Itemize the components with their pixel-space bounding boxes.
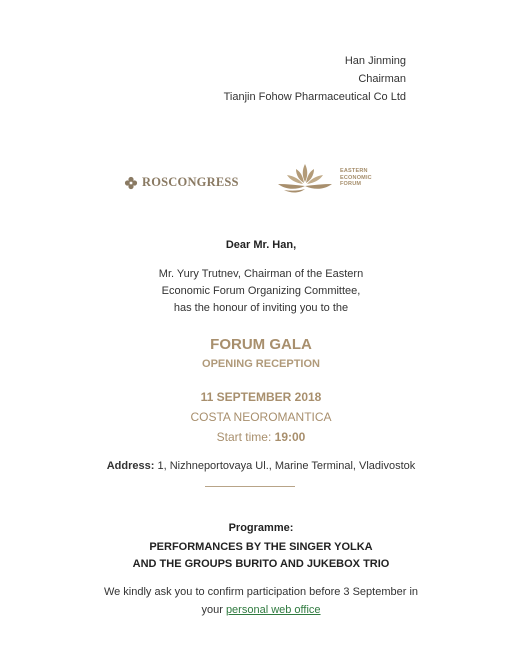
eef-line-3: FORUM <box>340 181 362 188</box>
programme-label: Programme: <box>228 522 294 534</box>
eef-logo <box>276 160 372 196</box>
programme-details <box>0 539 522 573</box>
eef-lotus-icon <box>276 160 334 196</box>
divider <box>205 486 295 487</box>
eef-line-2: ECONOMIC <box>340 174 372 181</box>
start-time-value: 19:00 <box>274 430 306 444</box>
intro-line-2: Economic Forum Organizing Committee, <box>161 285 361 297</box>
intro-line-3: has the honour of inviting you to the <box>173 302 349 314</box>
confirm-note <box>0 583 522 619</box>
roscongress-wordmark: ROSCONGRESS <box>142 175 239 189</box>
recipient-block <box>224 52 406 106</box>
address-label: Address: <box>106 460 155 472</box>
confirm-prefix: your <box>201 604 223 616</box>
start-label: Start time: <box>216 430 272 444</box>
intro-line-1: Mr. Yury Trutnev, Chairman of the Eastern <box>158 268 364 280</box>
programme-line-1: PERFORMANCES BY THE SINGER YOLKA <box>149 541 373 553</box>
programme-line-2: AND THE GROUPS BURITO AND JUKEBOX TRIO <box>132 558 390 570</box>
address-value: 1, Nizhneportovaya Ul., Marine Terminal, Vladivostok <box>157 460 416 472</box>
greeting: Dear Mr. Han, <box>225 239 297 251</box>
roscongress-flower-icon <box>124 176 138 190</box>
confirm-line-1: We kindly ask you to confirm participation before 3 September in <box>103 586 419 598</box>
recipient-name: Han Jinming <box>344 55 406 67</box>
personal-web-office-link[interactable]: personal web office <box>225 604 321 616</box>
roscongress-logo <box>124 175 239 190</box>
intro-paragraph <box>0 266 522 317</box>
event-address <box>0 460 522 472</box>
eef-line-1: EASTERN <box>340 168 368 175</box>
event-venue: COSTA NEOROMANTICA <box>190 410 332 424</box>
confirm-line-2 <box>0 601 522 619</box>
event-subtitle: OPENING RECEPTION <box>202 358 320 370</box>
event-title: FORUM GALA <box>210 336 312 353</box>
event-date: 11 SEPTEMBER 2018 <box>200 390 322 404</box>
eef-wordmark <box>340 168 372 188</box>
logos-row <box>0 158 522 208</box>
recipient-company: Tianjin Fohow Pharmaceutical Co Ltd <box>223 91 406 103</box>
event-start-time <box>0 430 522 444</box>
recipient-position: Chairman <box>358 73 406 85</box>
